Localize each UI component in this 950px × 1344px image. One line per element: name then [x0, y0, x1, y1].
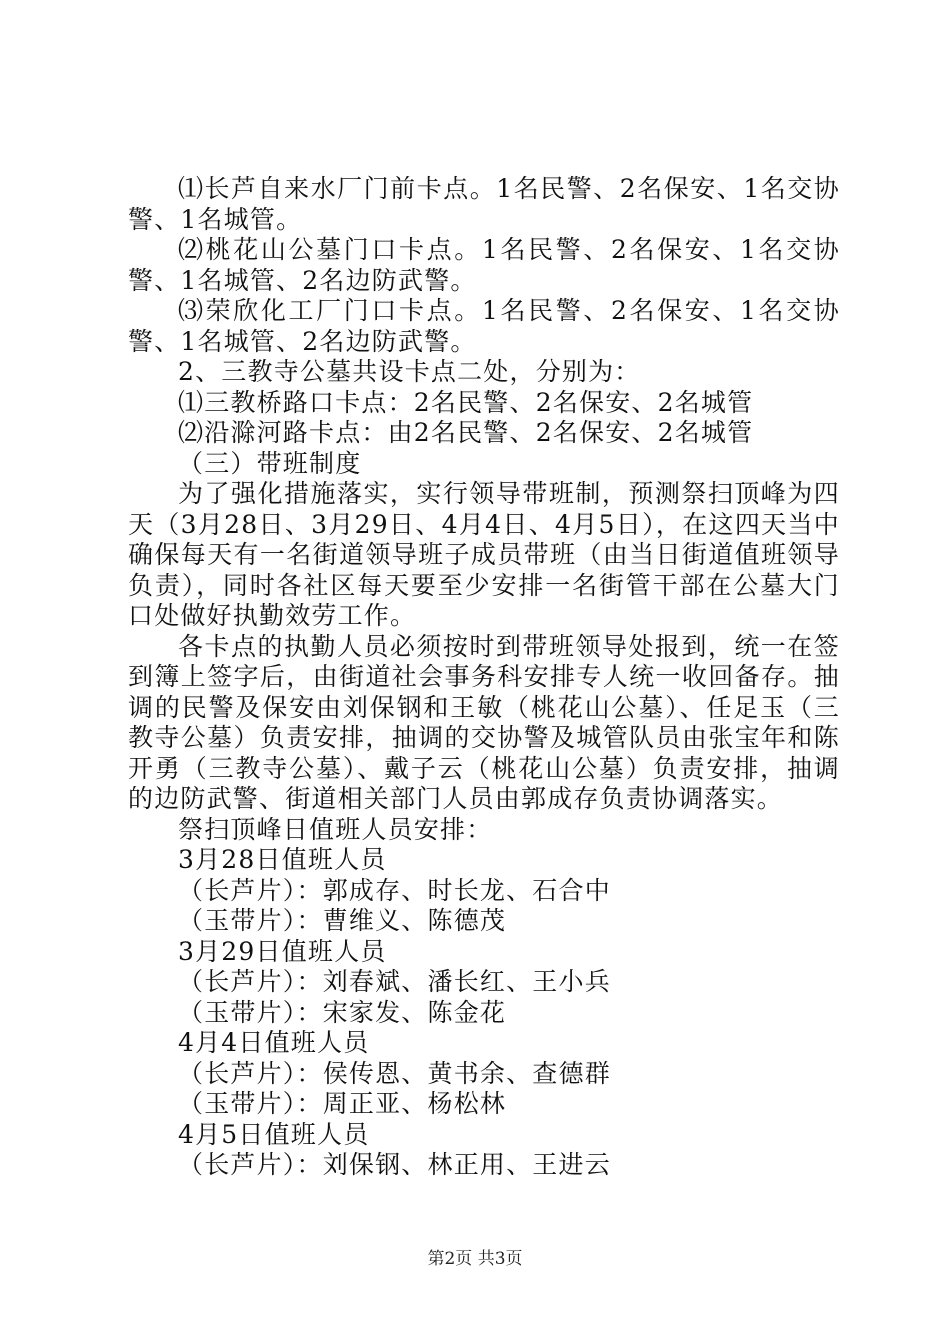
duty-date-heading: 3月29日值班人员 [178, 936, 387, 966]
checkpoint-changlu-waterworks: ⑴长芦自来水厂门前卡点。1名民警、2名保安、1名交协警、1名城管。 [128, 174, 840, 234]
checkpoint-rongxin-chemical: ⑶荣欣化工厂门口卡点。1名民警、2名保安、1名交协警、1名城管、2名边防武警。 [128, 296, 840, 356]
duty-roster-line: （玉带片）：宋家发、陈金花 [178, 997, 507, 1027]
paragraph-leader-duty: 为了强化措施落实，实行领导带班制，预测祭扫顶峰为四天（3月28日、3月29日、4月4日、4月5日），在这四天当中确保每天有一名街道领导班子成员带班（由当日街道值班领导负责），同时各社区每天要至少安排一名街管干部在公墓大门口处做好执勤效劳工作。 [128, 479, 840, 630]
duty-date-heading: 4月5日值班人员 [178, 1119, 370, 1149]
duty-roster-line: （长芦片）：郭成存、时长龙、石合中 [178, 875, 611, 905]
duty-roster-heading: 祭扫顶峰日值班人员安排： [178, 814, 493, 844]
duty-roster-line: （长芦片）：刘保钢、林正用、王进云 [178, 1150, 611, 1179]
page-number-footer: 第2页 共3页 [427, 1249, 523, 1269]
section-heading-duty-system: （三）带班制度 [178, 448, 362, 478]
duty-roster-line: （长芦片）：刘春斌、潘长红、王小兵 [178, 967, 611, 996]
sanjiaosi-checkpoints-heading: 2、三教寺公墓共设卡点二处，分别为： [178, 357, 641, 386]
duty-roster-line: （玉带片）：曹维义、陈德茂 [178, 906, 507, 935]
paragraph-checkin-arrangement: 各卡点的执勤人员必须按时到带班领导处报到，统一在签到簿上签字后，由街道社会事务科安排专人统一收回备存。抽调的民警及保安由刘保钢和王敏（桃花山公墓）、任足玉（三教寺公墓）负责安排，抽调的交协警及城管队员由张宝年和陈开勇（三教寺公墓）、戴子云（桃花山公墓）负责安排，抽调的边防武警、街道相关部门人员由郭成存负责协调落实。 [128, 631, 840, 813]
duty-date-heading: 4月4日值班人员 [178, 1028, 370, 1057]
duty-roster-line: （长芦片）：侯传恩、黄书余、查德群 [178, 1058, 611, 1088]
checkpoint-sanjiao-bridge: ⑴三教桥路口卡点：2名民警、2名保安、2名城管 [178, 387, 754, 417]
checkpoint-chuhe-road: ⑵沿滁河路卡点：由2名民警、2名保安、2名城管 [178, 418, 754, 447]
checkpoint-taohuashan-cemetery: ⑵桃花山公墓门口卡点。1名民警、2名保安、1名交协警、1名城管、2名边防武警。 [128, 235, 840, 295]
duty-date-heading: 3月28日值班人员 [178, 845, 387, 874]
duty-roster-line: （玉带片）：周正亚、杨松林 [178, 1089, 507, 1118]
document-body [128, 174, 840, 1181]
